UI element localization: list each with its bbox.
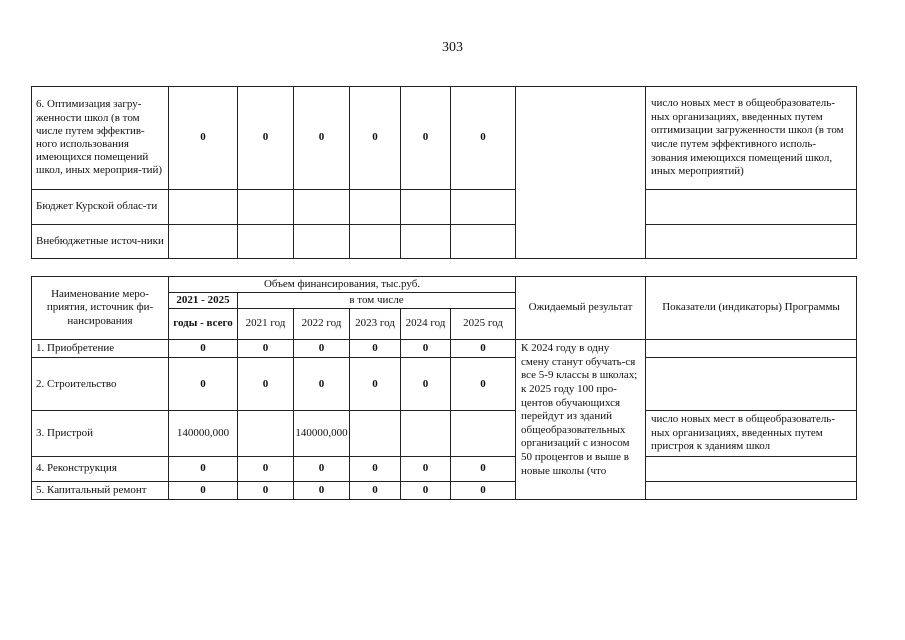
value-2025: 0 [451,358,516,411]
value-2023 [350,411,401,457]
value-total: 0 [169,87,238,190]
value-2024: 0 [401,457,451,482]
table-row [32,411,857,457]
value-cell [169,190,238,225]
header-year-2024: 2024 год [401,309,451,340]
value-2022: 0 [294,340,350,358]
value-cell [169,225,238,259]
value-2022: 0 [294,457,350,482]
table-row [32,87,857,190]
funding-table-continued [31,86,857,259]
value-2021: 0 [238,87,294,190]
value-cell [294,225,350,259]
value-2024: 0 [401,87,451,190]
value-2023: 0 [350,358,401,411]
table-row [32,225,857,259]
indicator-text: число новых мест в общеобразователь-ных организациях, введенных путем пристроя к зданиям школ [646,411,857,457]
header-incl: в том числе [238,293,516,309]
indicator-cell [646,340,857,358]
value-total: 0 [169,340,238,358]
value-2022: 0 [294,87,350,190]
value-cell [350,225,401,259]
value-2023: 0 [350,340,401,358]
value-2024: 0 [401,340,451,358]
value-total: 140000,000 [169,411,238,457]
expected-result-cell [516,87,646,259]
value-2023: 0 [350,457,401,482]
value-cell [401,225,451,259]
value-cell [238,190,294,225]
value-2022: 0 [294,482,350,500]
value-cell [238,225,294,259]
value-2025: 0 [451,340,516,358]
value-cell [294,190,350,225]
value-2021 [238,411,294,457]
value-total: 0 [169,457,238,482]
indicator-cell [646,358,857,411]
value-2021: 0 [238,358,294,411]
value-total: 0 [169,358,238,411]
value-2025: 0 [451,482,516,500]
table-row [32,190,857,225]
value-cell [401,190,451,225]
measure-name: 6. Оптимизация загру-женности школ (в том числе путем эффектив-ного использования имеющихся помещений школ, иных мероприя-тий) [32,87,169,190]
header-year-2025: 2025 год [451,309,516,340]
measure-name: 2. Строительство [32,358,169,411]
page-number: 303 [442,40,463,55]
header-name: Наименование меро-приятия, источник фи-нансирования [32,277,169,340]
value-2025: 0 [451,457,516,482]
header-year-2022: 2022 год [294,309,350,340]
funding-table [31,276,857,500]
value-2024 [401,411,451,457]
measure-name: 4. Реконструкция [32,457,169,482]
value-2022: 0 [294,358,350,411]
header-total-sub: годы - всего [169,309,238,340]
value-2023: 0 [350,87,401,190]
measure-name: 1. Приобретение [32,340,169,358]
header-year-2023: 2023 год [350,309,401,340]
expected-result: К 2024 году в одну смену станут обучать-ся все 5-9 классы в школах; к 2025 году 100 про-центов обучающихся перейдут из зданий общеобразовательных организаций с износом 50 процентов и выше в новые школы (что [516,340,646,500]
value-2021: 0 [238,482,294,500]
header-total-years: 2021 - 2025 [169,293,238,309]
header-row [32,277,857,293]
value-2024: 0 [401,482,451,500]
value-total: 0 [169,482,238,500]
value-cell [451,225,516,259]
indicator-cell [646,225,857,259]
header-funding: Объем финансирования, тыс.руб. [169,277,516,293]
indicator-text: число новых мест в общеобразователь-ных организациях, введенных путем оптимизации загруженности школ (в том числе путем эффективного исполь-зования имеющихся помещений школ, иных мероприятий) [646,87,857,190]
value-2022: 140000,000 [294,411,350,457]
indicator-cell [646,457,857,482]
value-2024: 0 [401,358,451,411]
value-cell [451,190,516,225]
value-cell [350,190,401,225]
value-2021: 0 [238,340,294,358]
indicator-cell [646,482,857,500]
value-2023: 0 [350,482,401,500]
header-result: Ожидаемый результат [516,277,646,340]
table-row [32,482,857,500]
header-year-2021: 2021 год [238,309,294,340]
source-name: Внебюджетные источ-ники [32,225,169,259]
measure-name: 5. Капитальный ремонт [32,482,169,500]
header-indicators: Показатели (индикаторы) Программы [646,277,857,340]
value-2021: 0 [238,457,294,482]
measure-name: 3. Пристрой [32,411,169,457]
table-row [32,358,857,411]
source-name: Бюджет Курской облас-ти [32,190,169,225]
table-row [32,457,857,482]
value-2025 [451,411,516,457]
value-2025: 0 [451,87,516,190]
indicator-cell [646,190,857,225]
table-row [32,340,857,358]
